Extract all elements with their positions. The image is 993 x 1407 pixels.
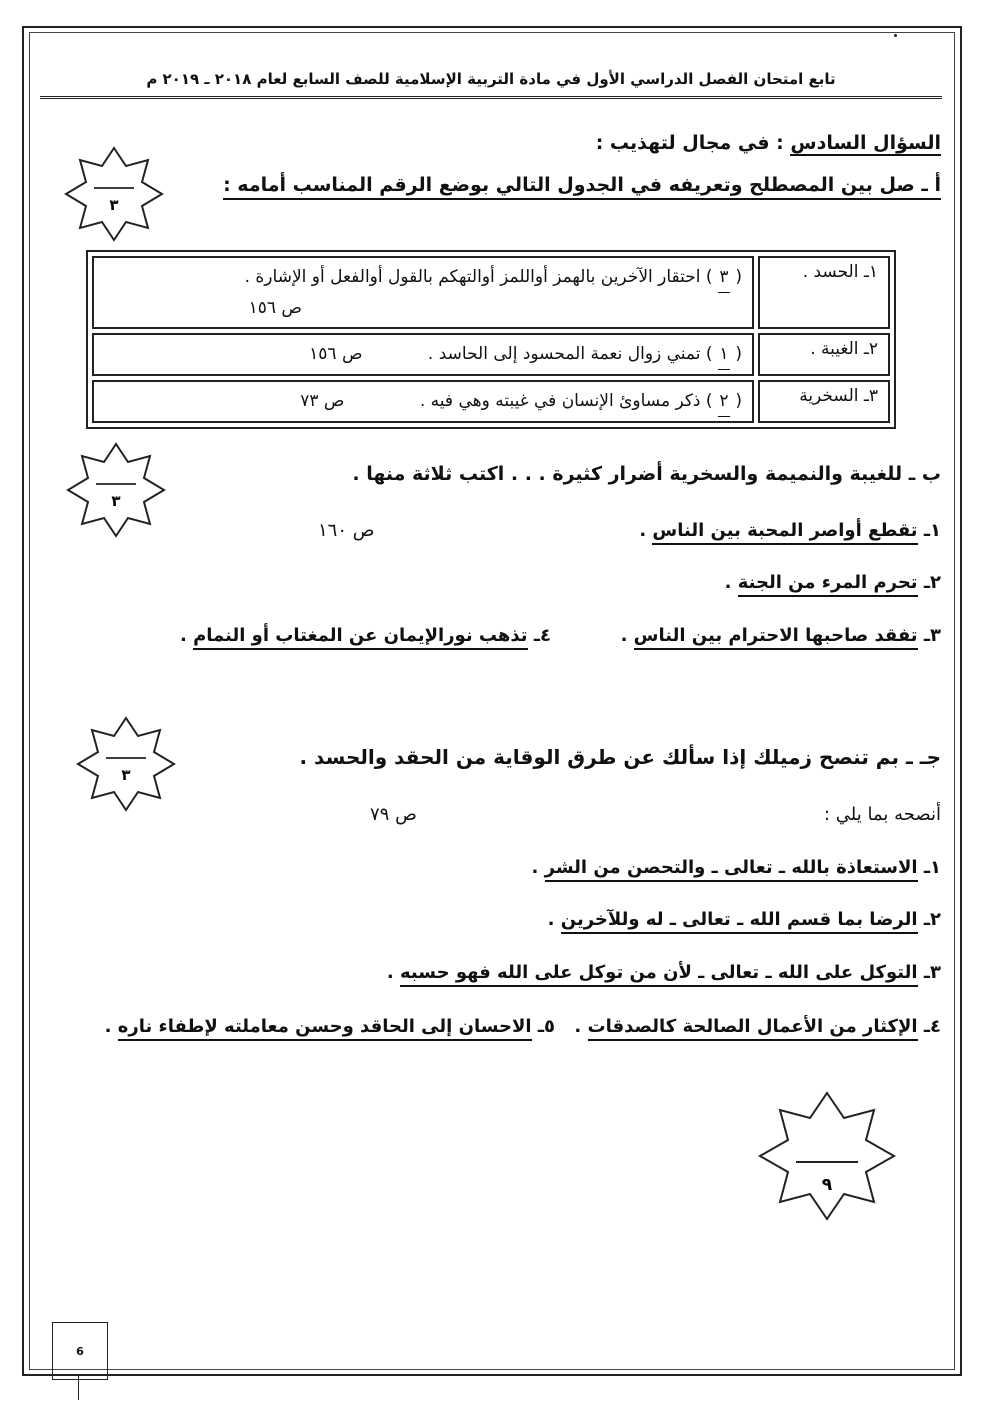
question-title-sub: : في مجال لتهذيب : [595, 132, 784, 154]
star-badge-shape [78, 718, 174, 810]
score-badge-c [76, 716, 176, 812]
answer-text: التوكل على الله ـ تعالى ـ لأن من توكل على الله فهو حسبه [400, 962, 918, 987]
item-end: . [724, 572, 738, 593]
term-cell: ١ـ الحسد . [758, 256, 890, 329]
table-row [92, 333, 890, 376]
answer-text: الإكثار من الأعمال الصالحة كالصدقات [588, 1016, 918, 1041]
answer-number: ٢ [718, 386, 730, 417]
item-number: ١ـ [923, 520, 941, 541]
definition-cell: ( ١ ) تمني زوال نعمة المحسود إلى الحاسد . ص ١٥٦ [92, 333, 754, 376]
list-item [574, 1016, 941, 1037]
score-value: ٩ [821, 1175, 833, 1195]
definition-text: احتقار الآخرين بالهمز أواللمز أوالتهكم بالقول أوالفعل أو الإشارة . [244, 267, 701, 287]
question-title [596, 132, 941, 154]
page-reference: ص ٧٩ [370, 804, 417, 825]
item-end: . [180, 625, 194, 646]
list-item [532, 857, 941, 878]
section-c-prompt: جـ ـ بم تنصح زميلك إذا سألك عن طرق الوقاية من الحقد والحسد . [299, 745, 941, 769]
term-cell: ٣ـ السخرية [758, 380, 890, 423]
score-value: ٣ [109, 196, 119, 214]
item-number: ٤ـ [533, 625, 551, 646]
page-reference: ص ١٦٠ [318, 520, 375, 541]
item-end: . [531, 857, 545, 878]
term-cell: ٢ـ الغيبة . [758, 333, 890, 376]
item-end: . [547, 909, 561, 930]
item-number: ٢ـ [923, 572, 941, 593]
section-b-prompt: ب ـ للغيبة والنميمة والسخرية أضرار كثيرة . . . اكتب ثلاثة منها . [352, 463, 941, 485]
answer-text: تحرم المرء من الجنة [738, 572, 918, 597]
header-divider [40, 96, 942, 99]
list-item [639, 520, 941, 541]
score-value: ٣ [121, 766, 131, 784]
table-row [92, 380, 890, 423]
question-title-main: السؤال السادس [790, 132, 941, 154]
item-end: . [620, 625, 634, 646]
page-reference: ص ٧٣ [300, 391, 345, 411]
list-item [180, 625, 551, 646]
answer-text: الرضا بما قسم الله ـ تعالى ـ له وللآخرين [561, 909, 918, 934]
item-number: ٥ـ [537, 1016, 555, 1037]
list-item [621, 625, 941, 646]
definition-cell: ( ٢ ) ذكر مساوئ الإنسان في غيبته وهي فيه . ص ٧٣ [92, 380, 754, 423]
answer-text: تقطع أواصر المحبة بين الناس [652, 520, 917, 545]
score-badge-b [66, 442, 166, 538]
item-number: ١ـ [923, 857, 941, 878]
item-end: . [639, 520, 653, 541]
score-value: ٣ [111, 492, 121, 510]
section-a-prompt: أ ـ صل بين المصطلح وتعريفه في الجدول التالي بوضع الرقم المناسب أمامه : [223, 174, 941, 200]
item-end: . [574, 1016, 588, 1037]
page-reference: ص ١٥٦ [248, 298, 302, 318]
answer-text: الاستعاذة بالله ـ تعالى ـ والتحصن من الشر [545, 857, 918, 882]
answer-text: الاحسان إلى الحاقد وحسن معاملته لإطفاء ناره [118, 1016, 532, 1041]
item-number: ٣ـ [923, 625, 941, 646]
list-item [387, 962, 941, 983]
answer-text: تفقد صاحبها الاحترام بين الناس [634, 625, 918, 650]
answer-text: تذهب نورالإيمان عن المغتاب أو النمام [193, 625, 527, 650]
item-end: . [386, 962, 401, 983]
star-badge-shape [66, 148, 162, 240]
table-row [92, 256, 890, 329]
definition-text: ذكر مساوئ الإنسان في غيبته وهي فيه . [419, 391, 701, 411]
definition-text: تمني زوال نعمة المحسود إلى الحاسد . [427, 344, 701, 364]
definition-cell: ( ٣ ) احتقار الآخرين بالهمز أواللمز أوالتهكم بالقول أوالفعل أو الإشارة . ص ١٥٦ [92, 256, 754, 329]
exam-header: تابع امتحان الفصل الدراسي الأول في مادة التربية الإسلامية للصف السابع لعام ٢٠١٨ ـ ٢٠١٩ م [146, 70, 836, 88]
item-end: . [104, 1016, 118, 1037]
item-number: ٣ـ [923, 962, 941, 983]
item-number: ٢ـ [923, 909, 941, 930]
corner-dot [894, 34, 897, 37]
page-number-box: 6 [52, 1322, 108, 1380]
star-badge-shape [760, 1093, 894, 1219]
item-number: ٤ـ [923, 1016, 941, 1037]
binding-tick [78, 1376, 79, 1400]
list-item [725, 572, 941, 593]
answer-number: ٣ [718, 262, 730, 293]
advice-intro: أنصحه بما يلي : [824, 804, 941, 825]
star-badge-shape [68, 444, 164, 536]
score-badge-a [64, 146, 164, 242]
page-reference: ص ١٥٦ [309, 344, 363, 364]
total-score-badge [756, 1090, 898, 1222]
list-item [105, 1016, 555, 1037]
matching-table [86, 250, 896, 429]
list-item [548, 909, 941, 930]
answer-number: ١ [718, 339, 730, 370]
